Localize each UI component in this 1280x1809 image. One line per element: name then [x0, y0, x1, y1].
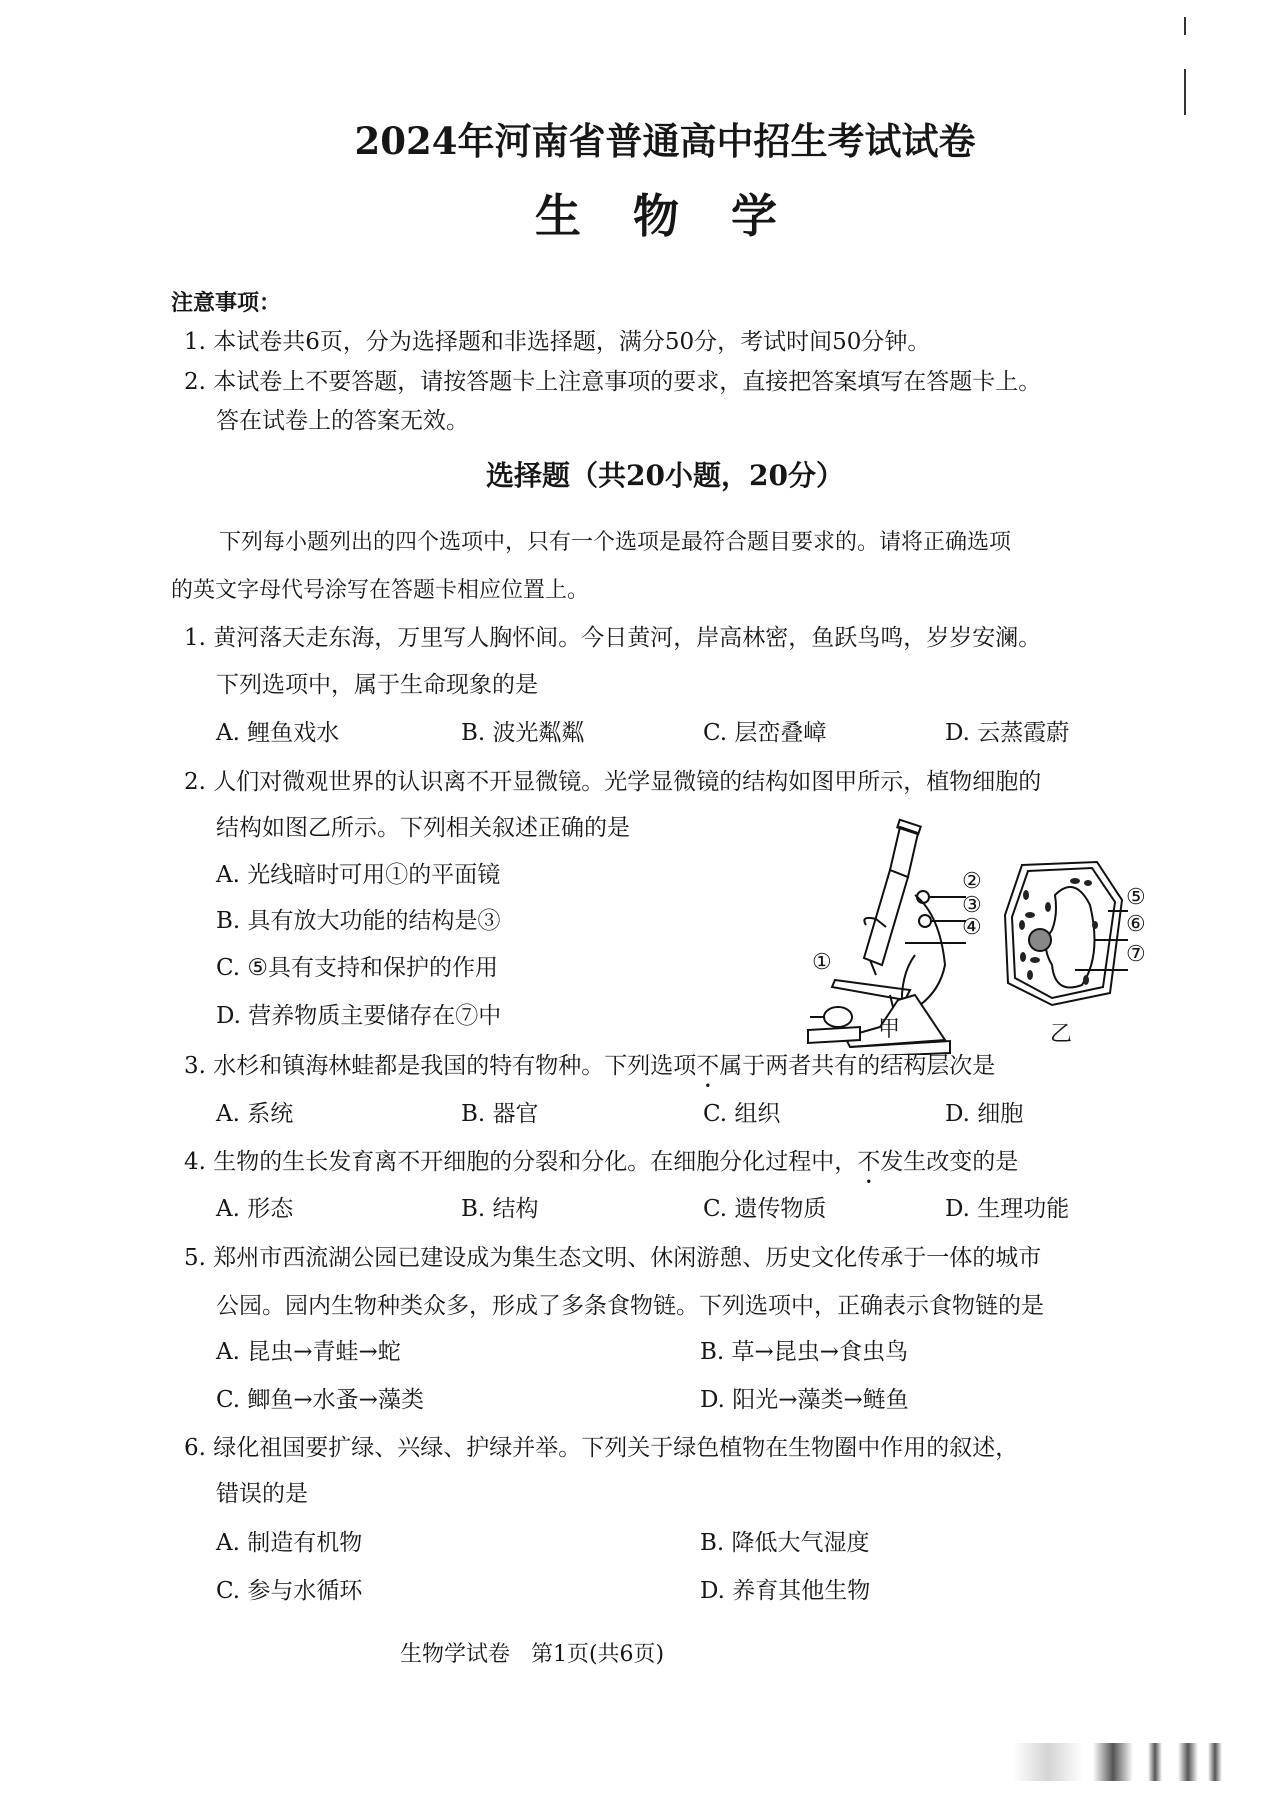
section-heading: 选择题（共20小题，20分） — [486, 459, 844, 492]
question-text-part: 发生改变的是 — [880, 1149, 1019, 1175]
figure-microscope-and-cell — [790, 815, 1170, 1055]
caption-yi: 乙 — [1050, 1022, 1073, 1047]
page-footer: 生物学试卷 第1页(共6页) — [400, 1642, 665, 1667]
question-text: 下列选项中，属于生命现象的是 — [216, 672, 538, 698]
notice-heading: 注意事项： — [171, 290, 282, 316]
option-c: C. 遗传物质 — [703, 1196, 827, 1222]
option-b: B. 结构 — [461, 1196, 539, 1222]
label-7: ⑦ — [1126, 942, 1146, 967]
option-c: C. 组织 — [703, 1101, 781, 1127]
option-b: B. 具有放大功能的结构是③ — [216, 908, 501, 934]
option-d: D. 阳光→藻类→鲢鱼 — [700, 1387, 909, 1413]
option-c: C. 参与水循环 — [216, 1578, 363, 1604]
option-c: C. 层峦叠嶂 — [703, 720, 827, 746]
section-intro: 的英文字母代号涂写在答题卡相应位置上。 — [171, 578, 590, 603]
question-text: 5. 郑州市西流湖公园已建设成为集生态文明、休闲游憩、历史文化传承于一体的城市 — [184, 1245, 1042, 1271]
label-5: ⑤ — [1126, 885, 1146, 910]
question-text: 公园。园内生物种类众多，形成了多条食物链。下列选项中，正确表示食物链的是 — [216, 1293, 1044, 1319]
emphasized-word: 不 — [696, 1053, 720, 1079]
option-b: B. 降低大气湿度 — [700, 1530, 870, 1556]
label-3: ③ — [962, 893, 982, 918]
notice-item: 答在试卷上的答案无效。 — [216, 408, 469, 434]
emphasized-word: 不 — [857, 1149, 881, 1175]
label-4: ④ — [962, 915, 982, 940]
exam-title: 2024年河南省普通高中招生考试试卷 — [354, 119, 976, 163]
option-d: D. 云蒸霞蔚 — [945, 720, 1070, 746]
subject-title: 生 物 学 — [534, 189, 796, 243]
label-6: ⑥ — [1126, 912, 1146, 937]
question-text: 2. 人们对微观世界的认识离不开显微镜。光学显微镜的结构如图甲所示，植物细胞的 — [184, 769, 1042, 795]
question-text: 结构如图乙所示。下列相关叙述正确的是 — [216, 815, 630, 841]
label-2: ② — [962, 869, 982, 894]
question-text — [184, 1052, 995, 1093]
option-a: A. 制造有机物 — [216, 1530, 363, 1556]
scan-artifact — [1013, 1743, 1253, 1783]
option-d: D. 养育其他生物 — [700, 1578, 871, 1604]
option-a: A. 昆虫→青蛙→蛇 — [216, 1339, 401, 1365]
option-d: D. 生理功能 — [945, 1196, 1070, 1222]
scan-mark — [1184, 69, 1186, 115]
option-d: D. 营养物质主要储存在⑦中 — [216, 1003, 502, 1029]
question-text-part: 4. 生物的生长发育离不开细胞的分裂和分化。在细胞分化过程中， — [184, 1149, 858, 1175]
option-b: B. 器官 — [461, 1101, 539, 1127]
option-a: A. 系统 — [216, 1101, 294, 1127]
option-c: C. ⑤具有支持和保护的作用 — [216, 955, 499, 981]
question-text: 6. 绿化祖国要扩绿、兴绿、护绿并举。下列关于绿色植物在生物圈中作用的叙述， — [184, 1435, 1019, 1461]
option-a: A. 鲤鱼戏水 — [216, 720, 340, 746]
label-1: ① — [812, 950, 832, 975]
question-text-part: 3. 水杉和镇海林蛙都是我国的特有物种。下列选项 — [184, 1053, 697, 1079]
option-a: A. 形态 — [216, 1196, 294, 1222]
caption-jia: 甲 — [878, 1017, 901, 1042]
option-b: B. 草→昆虫→食虫鸟 — [700, 1339, 909, 1365]
option-c: C. 鲫鱼→水蚤→藻类 — [216, 1387, 424, 1413]
option-d: D. 细胞 — [945, 1101, 1024, 1127]
scan-mark — [1184, 17, 1186, 35]
option-a: A. 光线暗时可用①的平面镜 — [216, 862, 501, 888]
question-text — [184, 1148, 1018, 1189]
question-text: 错误的是 — [216, 1481, 308, 1507]
notice-item: 1. 本试卷共6页，分为选择题和非选择题，满分50分，考试时间50分钟。 — [184, 329, 931, 355]
option-b: B. 波光粼粼 — [461, 720, 585, 746]
notice-item: 2. 本试卷上不要答题，请按答题卡上注意事项的要求，直接把答案填写在答题卡上。 — [184, 369, 1042, 395]
section-intro: 下列每小题列出的四个选项中，只有一个选项是最符合题目要求的。请将正确选项 — [219, 530, 1012, 555]
question-text-part: 属于两者共有的结构层次是 — [719, 1053, 996, 1079]
question-text: 1. 黄河落天走东海，万里写人胸怀间。今日黄河，岸高林密，鱼跃鸟鸣，岁岁安澜。 — [184, 625, 1042, 651]
